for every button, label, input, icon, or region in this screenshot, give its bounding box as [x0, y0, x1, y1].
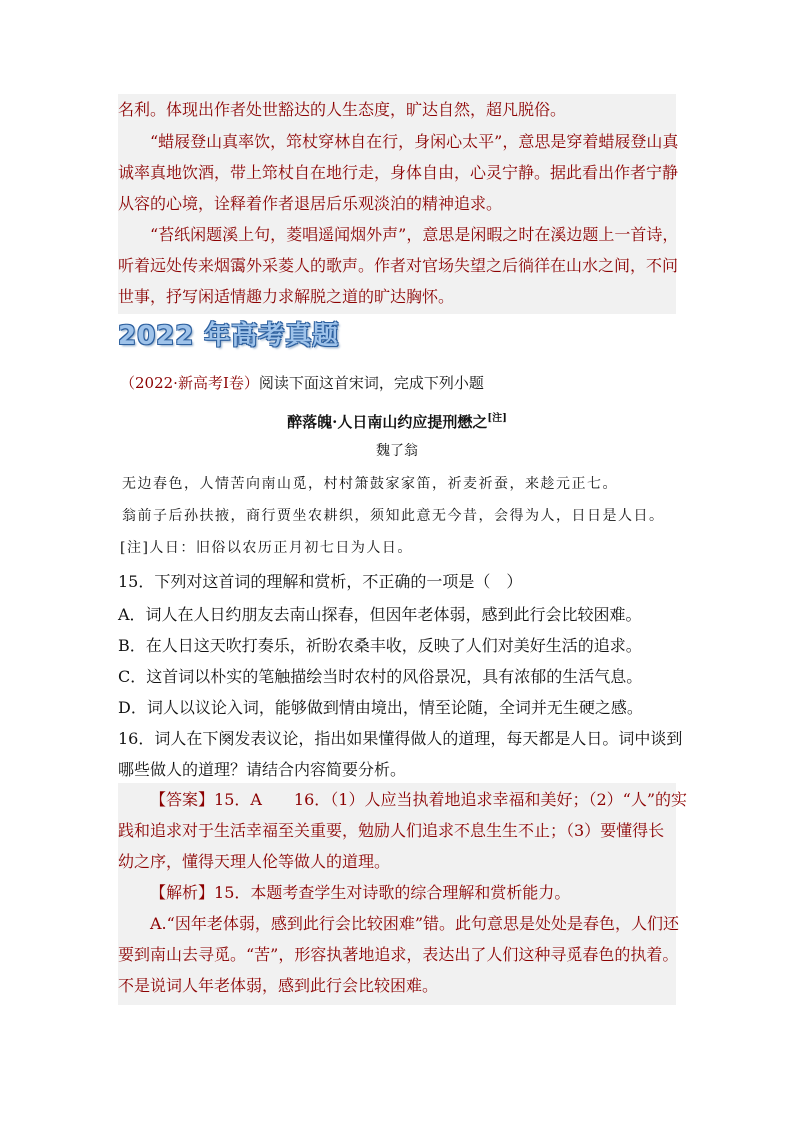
analysis-line: 名利。体现出作者处世豁达的人生态度，旷达自然，超凡脱俗。 — [118, 100, 567, 119]
analysis-line: A.“因年老体弱，感到此行会比较困难”错。此句意思是处处是春色，人们还 — [150, 914, 680, 933]
analysis-text: 15．本题考查学生对诗歌的综合理解和赏析能力。 — [214, 883, 571, 902]
analysis-heading-line — [150, 883, 570, 903]
instruction-text: 阅读下面这首宋词，完成下列小题 — [258, 374, 484, 392]
option-b: B．在人日这天吹打奏乐，祈盼农桑丰收，反映了人们对美好生活的追求。 — [118, 636, 642, 655]
analysis-line: “蜡屐登山真率饮，筇杖穿林自在行，身闲心太平”，意思是穿着蜡屐登山真 — [150, 132, 679, 151]
question-source — [120, 372, 484, 393]
analysis-label: 【解析】 — [150, 883, 215, 902]
poem-title-text: 醉落魄·人日南山约应提刑懋之 — [287, 413, 488, 431]
analysis-line: 诚率真地饮酒，带上筇杖自在地行走，身体自由，心灵宁静。据此看出作者宁静 — [118, 163, 679, 182]
option-d: D．词人以议论入词，能够做到情由境出，情至论随，全词并无生硬之感。 — [118, 698, 643, 717]
poem-line: 无边春色，人情苦向南山觅，村村箫鼓家家笛，祈麦祈蚕，来趁元正七。 — [122, 476, 618, 492]
analysis-continued-block — [118, 94, 679, 314]
exam-source-tag: （2022·新高考Ⅰ卷） — [120, 374, 259, 392]
poem-line: 翁前子后孙扶掖，商行贾坐农耕织，须知此意无今昔，会得为人，日日是人日。 — [122, 508, 665, 524]
poem-author: 魏了翁 — [376, 443, 418, 459]
analysis-line: 不是说词人年老体弱，感到此行会比较困难。 — [118, 976, 439, 995]
answer-line — [150, 790, 687, 810]
answer-line: 践和追求对于生活幸福至关重要，勉励人们追求不息生生不止；（3）要懂得长 — [118, 821, 665, 840]
answer-label: 【答案】 — [150, 790, 215, 809]
option-a: A．词人在人日约朋友去南山探春，但因年老体弱，感到此行会比较困难。 — [118, 605, 642, 624]
question-15: 15．下列对这首词的理解和赏析，不正确的一项是（ ） — [118, 572, 523, 591]
poem-note: [注]人日：旧俗以农历正月初七日为人日。 — [120, 540, 413, 556]
analysis-line: 世事，抒写闲适情趣力求解脱之道的旷达胸怀。 — [118, 287, 455, 306]
poem-title — [0, 409, 794, 432]
section-heading: 2022 年高考真题 — [118, 321, 340, 351]
option-c: C．这首词以朴实的笔触描绘当时农村的风俗景况，具有浓郁的生活气息。 — [118, 667, 643, 686]
analysis-line: 要到南山去寻觅。“苦”，形容执著地追求，表达出了人们这种寻觅春色的执着。 — [118, 945, 679, 964]
answer-block — [118, 783, 688, 1005]
question-16: 哪些做人的道理？请结合内容简要分析。 — [118, 760, 407, 779]
analysis-line: “苔纸闲题溪上句，菱唱遥闻烟外声”，意思是闲暇之时在溪边题上一首诗， — [150, 225, 679, 244]
analysis-line: 从容的心境，诠释着作者退居后乐观淡泊的精神追求。 — [118, 194, 503, 213]
answer-text: 15．A 16．（1）人应当执着地追求幸福和美好；（2）“人”的实 — [214, 790, 688, 809]
question-16: 16．词人在下阕发表议论，指出如果懂得做人的道理，每天都是人日。词中谈到 — [118, 729, 683, 748]
answer-line: 幼之序，懂得天理人伦等做人的道理。 — [118, 852, 391, 871]
note-mark: [注] — [487, 413, 507, 424]
analysis-line: 听着远处传来烟霭外采菱人的歌声。作者对官场失望之后徜徉在山水之间，不问 — [118, 256, 679, 275]
